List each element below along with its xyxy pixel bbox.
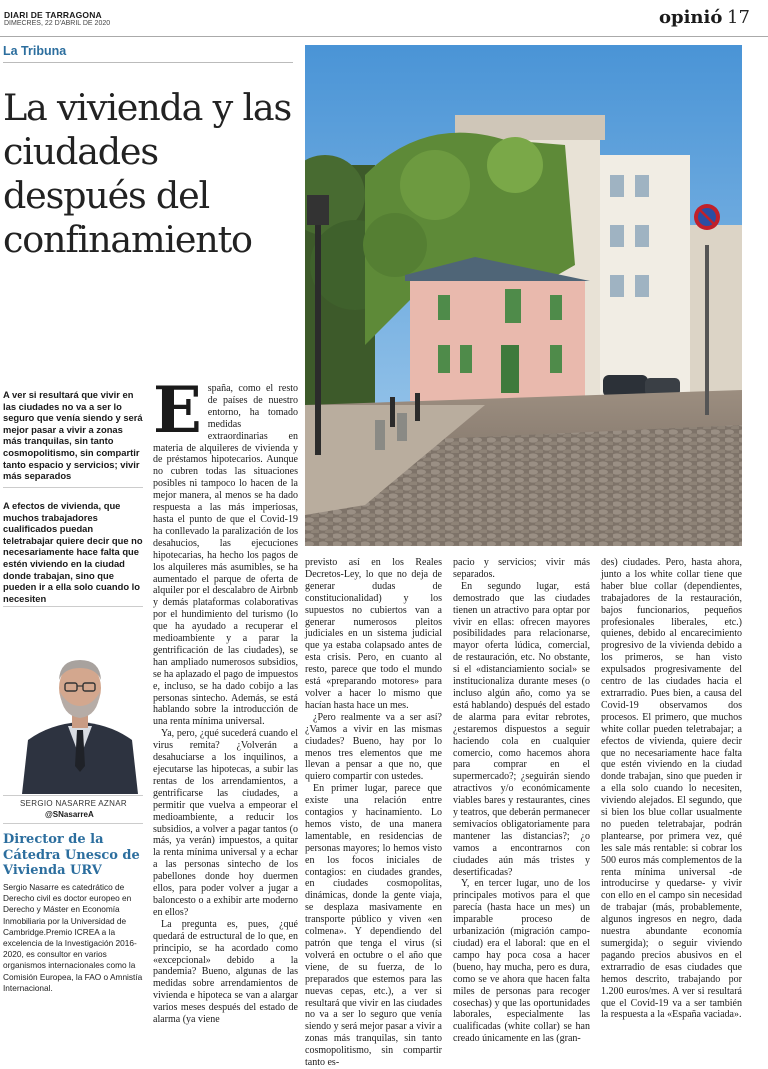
- pull-quote-1: A ver si resultará que vivir en las ciudades no va a ser lo seguro que venía siendo y será mejor pasar a vivir a zonas más tranquilas, sin tanto cosmopolitismo, sin compartir tanto espacio y servicios; vivir más separados: [3, 389, 143, 482]
- paragraph: spaña, como el resto de países de nuestro entorno, ha tomado medidas extraordinarias en materia de alquileres de vivienda y de préstamos hipotecarios. Aunque no cubren todas las situaciones posibles ni tampoco lo hacen de la mejor manera, al menos se ha dado respuesta a las más imperiosas, hasta el punto de que el Covid-19 ha conllevado la paralización de los desahucios, las ejecuciones hipotecarias, ha hecho los pagos de los alquileres más asumibles, se ha aumentado el parque de oferta de alquiler por el descalabro de Airbnb y demás plataformas colaborativas por el hundimiento del turismo (lo que ha ayudado a recuperar el medioambiente y a parar la gentrificación de las ciudades), se han ampliado numerosos subsidios, se ha aplazado el pago de impuestos e, incluso, se ha dado cobijo a las personas sintecho. Además, se está hablando sobre la introducción de una renta mínima universal.: [153, 383, 298, 728]
- paragraph: ¿Pero realmente va a ser así? ¿Vamos a vivir en las mismas ciudades? Bueno, hay por lo menos tres elementos que me llevan a pensar a que no, que quiero compartir con ustedes.: [305, 711, 442, 783]
- sidebar-divider: [3, 487, 143, 488]
- paragraph: des) ciudades. Pero, hasta ahora, junto a los white collar tiene que haber blue collar (dependientes, trabajadores de la restauración, bajos funcionarios, pequeños profesionales liberales, etc.) quienes, debido al encarecimiento progresivo de la vivienda debido a los primeros, se han visto expulsados progresivamente del centro de las ciudades hacia el extrarradio. Pues bien, a causa del Covid-19 observamos dos procesos. El primero, que muchos white collar pueden teletrabajar; a efectos de vivienda, quiere decir que no necesariamente hace falta que estén viviendo en la ciudad donde trabajan, sino que pueden ir a ella solo cuando lo necesiten, viviendo alejados. El segundo, que si bien los blue collar usualmente no pueden teletrabajar, podrán plantearse, por primera vez, qué les sale más rentable: si cobrar los 500 euros más complementos de la renta mínima universal -de introducirse y quedarse- y vivir con ello en el campo sin necesidad de trabajar (más, probablemente, algunos ingresos en negro, dada nuestra abundante economía sumergida); o seguir viviendo pagando precios abusivos en el extrarradio de esas ciudades que hemos descrito, trabajando por 1.200 euros/mes. A ver si resultará que el Covid-19 va a ser también la respuesta a la «España vaciada».: [601, 557, 742, 1021]
- masthead: DIARI DE TARRAGONA: [4, 10, 102, 20]
- paragraph: Y, en tercer lugar, uno de los principales motivos para el que parecía (hasta hace un mes) un imparable proceso de urbanización (migración campo-ciudad) era el laboral: que en el campo hay poca cosa a hacer (bueno, hay mucha, pero es dura, como se ve ahora que hacen falta miles de personas para recoger cosechas) y que las oportunidades laborales, especialmente las cualificadas (white collar) se han creado únicamente en las (gran-: [453, 878, 590, 1045]
- paragraph: Ya, pero, ¿qué sucederá cuando el virus remita? ¿Volverán a desahuciarse a los inquilinos, a ejecutarse las hipotecas, a subir las rentas de los arrendamientos, a gentrificarse las ciudades, a permitir que vuelva a empeorar el medioambiente, a reducir los subsidios, a volver a pagar tantos (o más, ya verán) impuestos, a quitar la renta mínima universal y a echar a las personas sintecho de los pabellones donde hoy duermen ellos, para poder volver a jugar a baloncesto o a exhibir arte moderno en ellos?: [153, 728, 298, 918]
- paragraph: previsto así en los Reales Decretos-Ley, lo que no deja de generar dudas de constitucionalidad) y los supuestos no cubiertos van a generar numerosos pleitos judiciales en un sistema judicial que ya estaba colapsado antes de esta crisis. Pero, en cuanto al resto, parece que todo el mundo está «preparando motores» para volver a hacer lo mismo que hacían hasta hace un mes.: [305, 557, 442, 711]
- paragraph: En segundo lugar, está demostrado que las ciudades tienen un atractivo para optar por vivir en ellas: ofrecen mayores posibilidades para relacionarse, mayor oferta lúdica, comercial, de restauración, etc. No obstante, si el «distanciamiento social» se institucionaliza durante meses (o incluso algún año, como ya se está hablando) después del estado de alarma para evitar rebrotes, ¿estaremos dispuestos a seguir haciendo cola en cualquier comercio, como hacemos ahora para comprar en el supermercado?; ¿seguirán siendo atractivos y/o económicamente viables bares y restaurantes, cines y teatros, que deberán permanecer semivacíos obligatoriamente para mantener las distancias?; ¿o vamos a encontrarnos con ciudades aún más tristes y desertificadas?: [453, 580, 590, 878]
- article-column-3: [453, 557, 590, 1045]
- author-name: SERGIO NASARRE AZNAR: [20, 799, 127, 808]
- kicker-divider: [3, 62, 293, 63]
- portrait-divider: [3, 795, 143, 796]
- dateline: DIMECRES, 22 D'ABRIL DE 2020: [4, 20, 111, 27]
- author-bio: Sergio Nasarre es catedrático de Derecho civil es doctor europeo en Derecho y Máster en Economía Inmobiliaria por la Universidad de Cambridge.Premio ICREA a la excelencia de la Investigación 2016-2020, es consultor en varios organismos internacionales como la Comisión Europea, la FAO o Amnistía Internacional.: [3, 882, 143, 993]
- article-photo: [305, 45, 742, 546]
- page-number: 17: [727, 7, 750, 28]
- article-column-2: [305, 557, 442, 1069]
- article-column-1: [153, 373, 298, 1026]
- header-rule: [0, 36, 768, 37]
- pull-quote-2: A efectos de vivienda, que muchos trabajadores cualificados puedan teletrabajar quiere decir que no necesariamente hace falta que estén viviendo en la ciudad donde trabajan, sino que pueden ir a ella solo cuando lo necesiten: [3, 500, 143, 604]
- author-portrait: [20, 648, 140, 794]
- sidebar-divider: [3, 606, 143, 607]
- article-column-4: [601, 557, 742, 1021]
- paragraph: pacio y servicios; vivir más separados.: [453, 557, 590, 580]
- author-handle[interactable]: @SNasarreA: [45, 810, 94, 819]
- sidebar-divider: [3, 823, 143, 824]
- author-role: Director de la Cátedra Unesco de Vivienda URV: [3, 832, 140, 878]
- section-kicker: La Tribuna: [3, 44, 67, 58]
- paragraph: La pregunta es, pues, ¿qué quedará de estructural de lo que, en principio, se ha acordado como «excepcional» debido a la pandemia? Bueno, algunas de las medidas sobre arrendamientos de vivienda e hipoteca se van a alargar varios meses después del estado de alarma (ya viene: [153, 918, 298, 1026]
- paragraph: En primer lugar, parece que existe una relación entre contagios y hacinamiento. Lo hemos visto, de una manera lamentable, en residencias de personas mayores; lo hemos visto en los focos iniciales de contagios: en ciudades grandes, en ciudades cosmopolitas, dinámicas, donde la gente viaja, se desplaza masivamente en transporte público y viven «en colmena». Y dependiendo del patrón que tenga el virus (si volverá en octubre o el año que viene, de su fuerza, de lo preparados que estemos para las nuevas cepas, etc.), a ver si resultará que vivir en las ciudades no va a ser lo seguro que venía siendo y será mejor pasar a vivir a zonas más tranquilas, sin tanto cosmopolitismo, sin compartir tanto es-: [305, 783, 442, 1069]
- article-headline: La vivienda y las ciudades después del confinamiento: [3, 86, 292, 261]
- drop-cap: E: [153, 373, 202, 448]
- section-title: opinió: [659, 7, 723, 28]
